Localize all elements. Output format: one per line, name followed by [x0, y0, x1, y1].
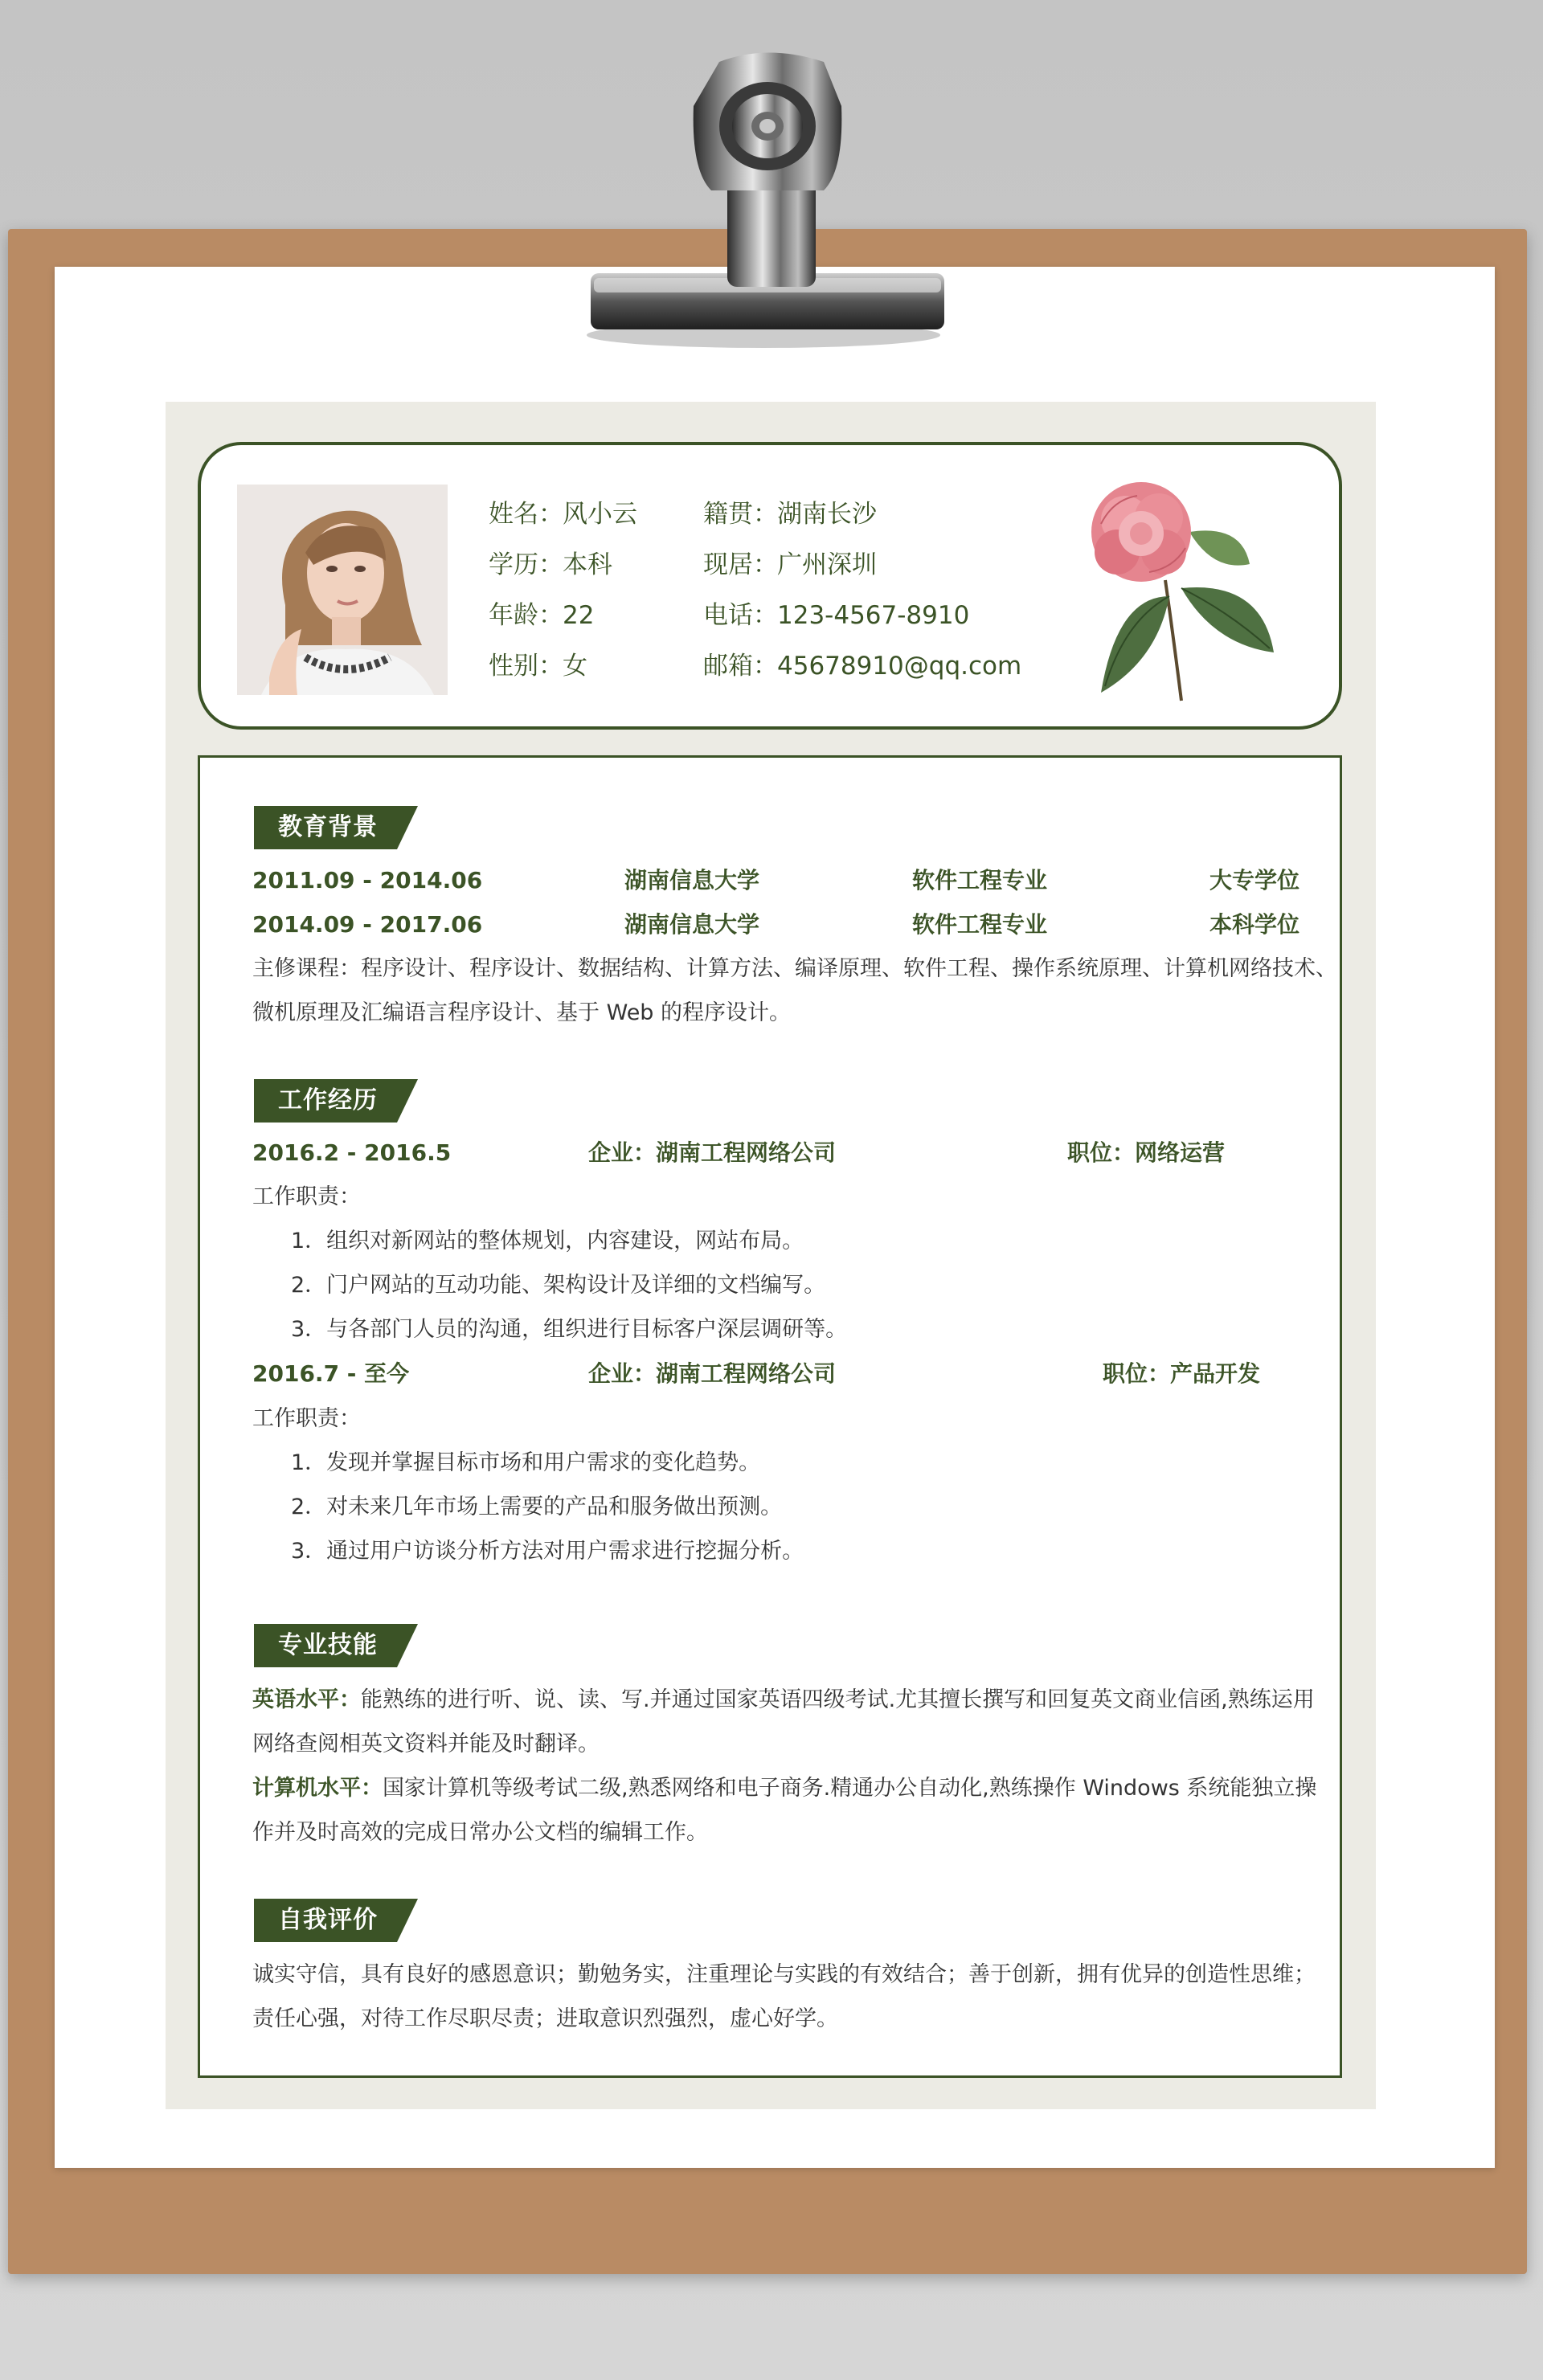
job-company-2: 企业：湖南工程网络公司 [588, 1360, 837, 1387]
education-level-label: 学历： [489, 550, 563, 579]
job-duty-item: 2．对未来几年市场上需要的产品和服务做出预测。 [291, 1495, 783, 1519]
binder-clip-icon [583, 50, 952, 351]
edu-major-1: 软件工程专业 [912, 867, 1048, 894]
skill-computer-text: 国家计算机等级考试二级,熟悉网络和电子商务.精通办公自动化,熟练操作 Windows 系统能独立操 [383, 1776, 1317, 1801]
section-title-education [254, 806, 418, 849]
job-duty-label-2: 工作职责： [252, 1406, 361, 1431]
job-duty-item: 1．发现并掌握目标市场和用户需求的变化趋势。 [291, 1450, 761, 1475]
edu-major-2: 软件工程专业 [912, 911, 1048, 938]
section-title-self-eval [254, 1899, 418, 1942]
self-eval-line-1: 诚实守信，具有良好的感恩意识；勤勉务实，注重理论与实践的有效结合；善于创新，拥有优异的创造性思维； [252, 1962, 1316, 1987]
edu-school-1: 湖南信息大学 [624, 867, 760, 894]
skill-english-text: 能熟练的进行听、说、读、写.并通过国家英语四级考试.尤其擅长撰写和回复英文商业信函,熟练运用 [361, 1687, 1315, 1712]
skill-english-label: 英语水平： [252, 1687, 361, 1712]
skill-computer-label: 计算机水平： [252, 1776, 383, 1801]
education-level-value: 本科 [563, 550, 612, 579]
job-period-1: 2016.2 - 2016.5 [252, 1139, 452, 1166]
residence-label: 现居： [703, 550, 778, 579]
edu-period-2: 2014.09 - 2017.06 [252, 911, 483, 938]
section-title-work [254, 1079, 418, 1123]
gender-label: 性别： [489, 652, 563, 681]
camellia-flower-icon [1069, 476, 1286, 709]
name-value: 风小云 [563, 500, 637, 529]
origin-value: 湖南长沙 [777, 500, 877, 529]
age-value: 22 [563, 601, 595, 630]
skill-computer-line-2: 作并及时高效的完成日常办公文档的编辑工作。 [252, 1820, 708, 1845]
section-title-text: 专业技能 [278, 1631, 378, 1659]
phone-value: 123-4567-8910 [777, 601, 970, 630]
name-label: 姓名： [489, 500, 563, 529]
job-position-2: 职位：产品开发 [1103, 1360, 1261, 1387]
edu-degree-2: 本科学位 [1209, 911, 1300, 938]
profile-photo [237, 485, 448, 695]
job-duty-item: 1．组织对新网站的整体规划，内容建设，网站布局。 [291, 1229, 804, 1253]
section-title-text: 自我评价 [278, 1906, 378, 1934]
edu-courses-line-1: 主修课程：程序设计、程序设计、数据结构、计算方法、编译原理、软件工程、操作系统原理、计算机网络技术、 [252, 956, 1337, 981]
skill-english-line-1 [252, 1684, 1315, 1716]
residence-value: 广州深圳 [777, 550, 877, 579]
gender-value: 女 [563, 652, 587, 681]
age-label: 年龄： [489, 601, 563, 630]
portrait-icon [237, 485, 448, 695]
job-duty-label-1: 工作职责： [252, 1184, 361, 1209]
email-value: 45678910@qq.com [777, 652, 1022, 681]
phone-label: 电话： [703, 601, 778, 630]
edu-degree-1: 大专学位 [1209, 867, 1300, 894]
section-title-text: 教育背景 [278, 813, 378, 841]
job-duty-item: 3．通过用户访谈分析方法对用户需求进行挖掘分析。 [291, 1539, 804, 1564]
email-label: 邮箱： [703, 652, 778, 681]
section-title-skills [254, 1624, 418, 1667]
skill-computer-line-1 [252, 1773, 1316, 1805]
job-duty-item: 3．与各部门人员的沟通，组织进行目标客户深层调研等。 [291, 1317, 848, 1342]
edu-school-2: 湖南信息大学 [624, 911, 760, 938]
job-period-2: 2016.7 - 至今 [252, 1360, 410, 1387]
job-duty-item: 2．门户网站的互动功能、架构设计及详细的文档编写。 [291, 1273, 826, 1298]
section-title-text: 工作经历 [278, 1086, 378, 1114]
edu-courses-line-2: 微机原理及汇编语言程序设计、基于 Web 的程序设计。 [252, 1000, 792, 1025]
job-company-1: 企业：湖南工程网络公司 [588, 1139, 837, 1166]
edu-period-1: 2011.09 - 2014.06 [252, 867, 483, 894]
origin-label: 籍贯： [703, 500, 778, 529]
self-eval-line-2: 责任心强，对待工作尽职尽责；进取意识烈强烈，虚心好学。 [252, 2006, 838, 2031]
job-position-1: 职位：网络运营 [1067, 1139, 1226, 1166]
skill-english-line-2: 网络查阅相英文资料并能及时翻译。 [252, 1732, 600, 1756]
